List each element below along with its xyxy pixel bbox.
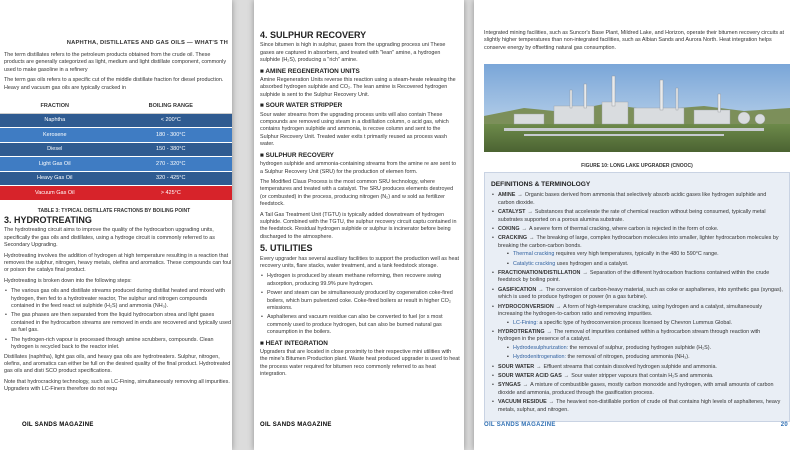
table-header-fraction: FRACTION bbox=[0, 100, 110, 113]
table-caption: TABLE 3: TYPICAL DISTILLATE FRACTIONS BY BOILING POINT bbox=[37, 208, 191, 214]
definition-term: CRACKING bbox=[498, 235, 528, 242]
page-number: 20 bbox=[780, 422, 788, 428]
definition-sublist bbox=[506, 320, 783, 327]
arrow-icon: → bbox=[517, 192, 523, 199]
definition-text: Separation of the different hydrocarbon fractions contained within the crude feedstock by boiling point. bbox=[498, 270, 770, 284]
list-item: • The hydrogen-rich vapour is processed through amine scrubbers, compounds. Clean hydrogen is recycled back to the reactor inlet. bbox=[4, 337, 232, 352]
page2-body bbox=[260, 28, 460, 382]
fraction-cell: Kerosene bbox=[0, 128, 110, 143]
definition-term: AMINE bbox=[498, 192, 516, 199]
para-tgtu: A Tail Gas Treatment Unit (TGTU) is typically added downstream of hydrogen sulphide. Combined with the TGTU, the sulphur recovery circuit captu contained in the feedstock. Residual hydrogen sulphide or sulphur is incinerator before being discharged to the atmosphere. bbox=[260, 211, 457, 240]
definition-item bbox=[491, 226, 783, 233]
definitions-title: DEFINITIONS & TERMINOLOGY bbox=[491, 181, 591, 188]
definition-text: The conversion of carbon-heavy material, such as coke or asphaltenes, into synthetic gas (syngas), which is used to produce hydrogen or power (in a gas turbine). bbox=[498, 286, 783, 301]
para-amine: Amine Regeneration Units reverse this reaction using a steam-heate releasing the absorbed hydrogen sulphide and CO₂. The lean amine is Recovered hydrogen sulphide is sent to the Sulphur Recovery Unit. bbox=[260, 77, 456, 98]
definition-term: SOUR WATER bbox=[498, 363, 535, 370]
definition-text: Sour water stripper vapours that contain H₂S and ammonia. bbox=[571, 372, 714, 379]
running-head: NAPHTHA, DISTILLATES AND GAS OILS — WHAT'S TH bbox=[66, 40, 228, 46]
para-heat-integration: Upgraders that are located in close proximity to their respective mini utilities with the mine's Bitumen Production plant. Waste heat produced upgrader is used to heat the process water required for bitumen reco commonly referred to as heat integration. bbox=[260, 349, 460, 378]
fractions-table bbox=[0, 100, 232, 201]
para-claus: The Modified Claus Process is the most common SRU technology, where temperatures and treated with a catalyst. The SRU produces elements destroyed (or combusted) in the process, producing nitrogen (N₂) and w sold as fertilizer feedstock. bbox=[260, 178, 454, 208]
para-hydrotreating-5: Note that hydrocracking technology, such as LC-Fining, simultaneously removing all impurities. Upgraders with LC-Finers therefore do not requ bbox=[4, 378, 230, 393]
para-hydrotreating-3: Hydrotreating is broken down into the following steps: bbox=[4, 277, 132, 284]
para-distillates: The term distillates refers to the petroleum products obtained from the crude oil. These products are generally categorized as light, medium and light distillate component, commonly used to make gasoline in a refinery bbox=[4, 52, 227, 73]
definition-term: HYDROTREATING bbox=[498, 328, 545, 335]
subterm-text: the removal of nitrogen, producing ammonia (NH₃). bbox=[567, 354, 690, 361]
definition-item bbox=[491, 373, 783, 380]
arrow-icon: → bbox=[521, 226, 527, 233]
definition-term: HYDROCONVERSION bbox=[498, 303, 554, 310]
para-sour-water: Sour water streams from the upgrading process units will also contain These compounds are removed using steam in a distillation column, o acid gas, which contains hydrogen sulphide and ammonia, is recove column and sent to the Sulphur Recovery Unit. Treated water exits t primarily reused as process wash water. bbox=[260, 111, 449, 148]
subterm: Hydrodesulphurization: bbox=[513, 344, 569, 351]
boiling-range-cell: > 425°C bbox=[110, 186, 232, 201]
boiling-range-cell: 270 - 320°C bbox=[110, 157, 232, 172]
subterm: LC-Fining: bbox=[513, 319, 538, 326]
definition-item bbox=[491, 235, 783, 268]
page1-intro bbox=[4, 52, 232, 95]
fraction-cell: Vacuum Gas Oil bbox=[0, 186, 110, 201]
boiling-range-cell: 180 - 300°C bbox=[110, 128, 232, 143]
page-left bbox=[0, 0, 232, 450]
boiling-range-cell: 320 - 425°C bbox=[110, 171, 232, 186]
definition-text: Organic bases derived from ammonia that selectively absorb acidic gases like hydrogen sulphide and carbon dioxide. bbox=[498, 192, 767, 206]
definition-text: The removal of impurities contained within a hydrocarbon stream through reaction with hydrogen in the presence of a catalyst. bbox=[498, 328, 761, 343]
definition-item bbox=[491, 329, 783, 362]
definition-subitem bbox=[506, 354, 783, 361]
arrow-icon: → bbox=[529, 235, 535, 242]
definition-term: COKING bbox=[498, 226, 520, 233]
fraction-cell: Light Gas Oil bbox=[0, 157, 110, 172]
definition-item bbox=[491, 270, 783, 285]
definition-item bbox=[491, 399, 783, 414]
arrow-icon: → bbox=[536, 363, 542, 370]
arrow-icon: → bbox=[546, 328, 553, 335]
definition-item bbox=[491, 364, 783, 371]
page3-intro: Integrated mining facilities, such as Suncor's Base Plant, Mildred Lake, and Horizon, operate their bitumen recovery circuits at slightly higher temperatures than non-integrated facilities, such as Albian Sands and Aurora North. Heat integration helps conserve energy by offsetting natural gas consumption. bbox=[484, 30, 785, 51]
definition-text: The heaviest non-distillable portion of crude oil that contains high levels of asphaltenes, heavy metals, sulphur, and nitrogen. bbox=[498, 399, 781, 413]
definition-subitem bbox=[506, 320, 783, 327]
subheading-sulphur-recovery: ■ SULPHUR RECOVERY bbox=[260, 151, 334, 159]
subheading-heat-integration: ■ HEAT INTEGRATION bbox=[260, 339, 328, 347]
list-item: • The gas phases are then separated from the liquid hydrocarbon strea and light gases contained in the hydrocarbon streams are removed in ends are recovered and typically used as fuel gas. bbox=[4, 312, 232, 334]
table-header-range: BOILING RANGE bbox=[110, 100, 232, 113]
list-item: • Power and steam can be simultaneously produced by cogeneration coke-fired boilers, which burn pulverized coke. Coke-fired boilers ar result in higher CO₂ emissions. bbox=[260, 290, 460, 312]
definition-text: A form of high-temperature cracking, using hydrogen and a catalyst, simultaneously increasing the hydrogen-to-carbon ratio and removing impurities. bbox=[498, 303, 763, 318]
table-row bbox=[0, 171, 232, 186]
definition-subitem bbox=[506, 251, 783, 258]
definition-term: SYNGAS bbox=[498, 382, 521, 389]
table-row bbox=[0, 157, 232, 172]
subheading-sour-water: ■ SOUR WATER STRIPPER bbox=[260, 102, 343, 110]
definition-subitem bbox=[506, 345, 783, 352]
page1-body bbox=[4, 213, 232, 397]
subterm: Hydrodenitrogenation: bbox=[513, 354, 567, 361]
para-hydrotreating-2: Hydrotreating involves the addition of hydrogen at high temperature resulting in a reaction that removes the sulphur, nitrogen, heavy metals, olefins and aromatics. These compounds can foul or poison the catalys final product. bbox=[4, 252, 232, 274]
table-row bbox=[0, 128, 232, 143]
arrow-icon: → bbox=[582, 270, 588, 277]
para-utilities: Every upgrader has several auxiliary facilities to support the production well as heat recovery units, flare stacks, water treatment, and a tank feedstock storage. bbox=[260, 255, 459, 269]
definition-sublist bbox=[506, 251, 783, 268]
definition-term: SOUR WATER ACID GAS bbox=[498, 372, 562, 379]
table-row bbox=[0, 113, 232, 128]
section-title-hydrotreating: 3. HYDROTREATING bbox=[4, 215, 92, 225]
definition-term: GASIFICATION bbox=[498, 286, 537, 293]
boiling-range-cell: 150 - 380°C bbox=[110, 142, 232, 157]
definition-item bbox=[491, 382, 783, 397]
list-item: • Asphaltenes and vacuum residue can also be converted to fuel (or s most commonly used to produce hydrogen, but can also be burned natural gas consumption in the boilers. bbox=[260, 314, 460, 336]
subterm-text: the removal of sulphur, producing hydrogen sulphide (H₂S). bbox=[569, 344, 712, 351]
subterm-text: requires very high temperatures, typically in the 480 to 590°C range. bbox=[555, 251, 719, 258]
list-item: • Hydrogen is produced by steam methane reforming, then recovere swing adsorption, producing 99.9% pure hydrogen. bbox=[260, 273, 460, 288]
footer-magazine: OIL SANDS MAGAZINE bbox=[22, 422, 94, 428]
para-gas-oils: The term gas oils refers to a specific cut of the middle distillate fraction for diesel production. Heavy and vacuum gas oils are typically cracked in bbox=[4, 77, 224, 91]
definition-item bbox=[491, 287, 783, 302]
page-right bbox=[474, 0, 800, 450]
arrow-icon: → bbox=[555, 303, 562, 310]
definition-item bbox=[491, 304, 783, 327]
fraction-cell: Diesel bbox=[0, 142, 110, 157]
footer-magazine: OIL SANDS MAGAZINE bbox=[260, 422, 332, 428]
upgrader-photo bbox=[484, 64, 790, 152]
definition-text: Effluent streams that contain dissolved hydrogen sulphide and ammonia. bbox=[543, 363, 717, 370]
boiling-range-cell: < 200°C bbox=[110, 113, 232, 128]
para-hydrotreating-4: Distillates (naphtha), light gas oils, and heavy gas oils are hydrotreaters. Sulphur, nitrogen, olefins, and aromatics can either be full on the desired quality of the final product. Hydrotreated gas oils and disti SCO product specifications. bbox=[4, 353, 231, 375]
table-row bbox=[0, 142, 232, 157]
footer-magazine: OIL SANDS MAGAZINE bbox=[484, 422, 556, 428]
definition-text: The breaking of large, complex hydrocarbon molecules into smaller, lighter hydrocarbon molecules by breaking the carbon-carbon bonds. bbox=[498, 235, 779, 249]
page-middle bbox=[254, 0, 464, 450]
para-sru: hydrogen sulphide and ammonia-containing streams from the amine re are sent to a Sulphur Recovery Unit (SRU) for the production of elemen form. bbox=[260, 161, 456, 175]
table-row bbox=[0, 186, 232, 201]
para-hydrotreating-1: The hydrotreating circuit aims to improve the quality of the hydrocarbon upgrading units, specifically the gas oils and distillates, using a hydroge circuit is commonly referred to as Secondary Upgrading. bbox=[4, 227, 215, 249]
definitions-list bbox=[491, 192, 783, 414]
utilities-list bbox=[260, 273, 460, 336]
section-title-sulphur-recovery: 4. SULPHUR RECOVERY bbox=[260, 30, 367, 40]
arrow-icon: → bbox=[522, 382, 529, 389]
section-title-utilities: 5. UTILITIES bbox=[260, 243, 313, 254]
definition-term: VACUUM RESIDUE bbox=[498, 399, 547, 406]
arrow-icon: → bbox=[538, 286, 544, 293]
definition-subitem bbox=[506, 261, 783, 268]
arrow-icon: → bbox=[563, 372, 570, 379]
definition-item bbox=[491, 209, 783, 224]
definition-term: FRACTIONATION/DISTILLATION bbox=[498, 270, 581, 277]
definition-text: Substances that accelerate the rate of chemical reaction without being consumed, typically metal substrates supported on a porous alumina substrate. bbox=[498, 209, 766, 223]
hydrotreating-steps bbox=[4, 288, 232, 351]
subterm: Catalytic cracking bbox=[513, 260, 556, 267]
figure-caption: FIGURE 10: LONG LAKE UPGRADER (CNOOC) bbox=[581, 163, 693, 169]
definition-sublist bbox=[506, 345, 783, 362]
subterm: Thermal cracking bbox=[513, 251, 555, 258]
definition-term: CATALYST bbox=[498, 209, 526, 216]
definition-text: A severe form of thermal cracking, where carbon is rejected in the form of coke. bbox=[528, 226, 719, 233]
fraction-cell: Heavy Gas Oil bbox=[0, 171, 110, 186]
para-sulphur-intro: Since bitumen is high in sulphur, gases from the upgrading process uni These gases are captured in absorbers, and treated with "lean" amine, a hydrogen sulphide (H₂S), producing a "rich" amine. bbox=[260, 42, 446, 64]
definition-item bbox=[491, 192, 783, 207]
subterm-text: a specific type of hydroconversion process licensed by Chevron Lummus Global. bbox=[539, 319, 733, 326]
definitions-box bbox=[484, 172, 790, 422]
list-item: • The various gas oils and distillate streams produced during distillat heated and mixed with hydrogen, then fed to a hydrotreater reactor, The sulphur and nitrogen compounds contained in the feed react wi sulphide (H₂S) and ammonia (NH₃). bbox=[4, 288, 232, 310]
subheading-amine: ■ AMINE REGENERATION UNITS bbox=[260, 67, 360, 75]
arrow-icon: → bbox=[527, 209, 533, 216]
arrow-icon: → bbox=[548, 399, 555, 406]
subterm-text: uses hydrogen and a catalyst. bbox=[556, 260, 629, 267]
fraction-cell: Naphtha bbox=[0, 113, 110, 128]
definition-text: A mixture of combustible gases, mostly carbon monoxide and hydrogen, with small amounts of carbon dioxide and ammonia, produced through the gasification process. bbox=[498, 382, 774, 396]
